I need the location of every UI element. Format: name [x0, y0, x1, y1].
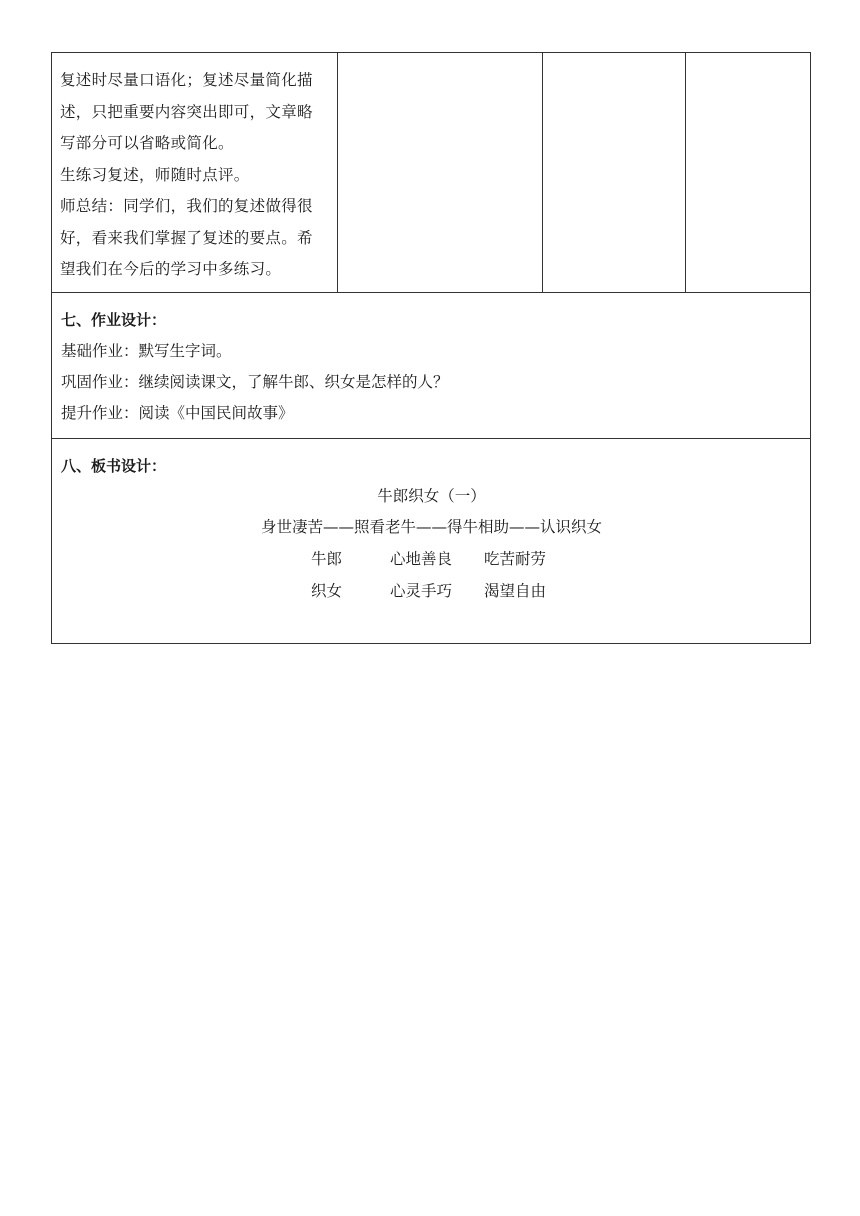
- activity-line-1: 复述时尽量口语化；复述尽量简化描: [60, 71, 313, 89]
- homework-consolidate: 巩固作业：继续阅读课文，了解牛郎、织女是怎样的人？: [61, 373, 449, 391]
- board-title: 牛郎织女（一）: [377, 487, 486, 505]
- niulang-trait-2: 吃苦耐劳: [484, 550, 547, 568]
- homework-cell: [52, 293, 811, 439]
- zhinv-trait-2: 渴望自由: [484, 582, 547, 600]
- niulang-name: 牛郎: [311, 550, 343, 568]
- activity-line-5: 师总结：同学们，我们的复述做得很: [60, 197, 313, 215]
- lesson-plan-page: [51, 52, 810, 644]
- table-row-board-design: [52, 439, 811, 644]
- zhinv-trait-1: 心灵手巧: [390, 582, 453, 600]
- activity-line-2: 述，只把重要内容突出即可，文章略: [60, 102, 313, 121]
- board-design-cell: [52, 439, 811, 644]
- activity-line-7: 望我们在今后的学习中多练习。: [60, 260, 282, 278]
- niulang-trait-1: 心地善良: [390, 550, 453, 568]
- activity-line-6: 好，看来我们掌握了复述的要点。希: [60, 228, 313, 247]
- homework-heading: 七、作业设计：: [61, 311, 167, 329]
- board-row-niulang: [61, 543, 802, 575]
- board-plot-line: 身世凄苦——照看老牛——得牛相助——认识织女: [260, 518, 602, 536]
- board-row-zhinv: [61, 575, 802, 607]
- board-heading: 八、板书设计：: [61, 457, 167, 475]
- teaching-activity-cell: [52, 53, 338, 293]
- activity-line-3: 写部分可以省略或简化。: [60, 134, 234, 152]
- homework-basic: 基础作业：默写生字词。: [61, 342, 232, 360]
- empty-cell-4: [686, 53, 811, 293]
- empty-cell-3: [543, 53, 686, 293]
- homework-extend: 提升作业：阅读《中国民间故事》: [61, 404, 294, 422]
- zhinv-name: 织女: [311, 582, 343, 600]
- table-row-teaching-process: [52, 53, 811, 293]
- table-row-homework: [52, 293, 811, 439]
- empty-cell-2: [338, 53, 543, 293]
- activity-line-4: 生练习复述，师随时点评。: [60, 165, 250, 184]
- lesson-plan-table: [51, 52, 811, 644]
